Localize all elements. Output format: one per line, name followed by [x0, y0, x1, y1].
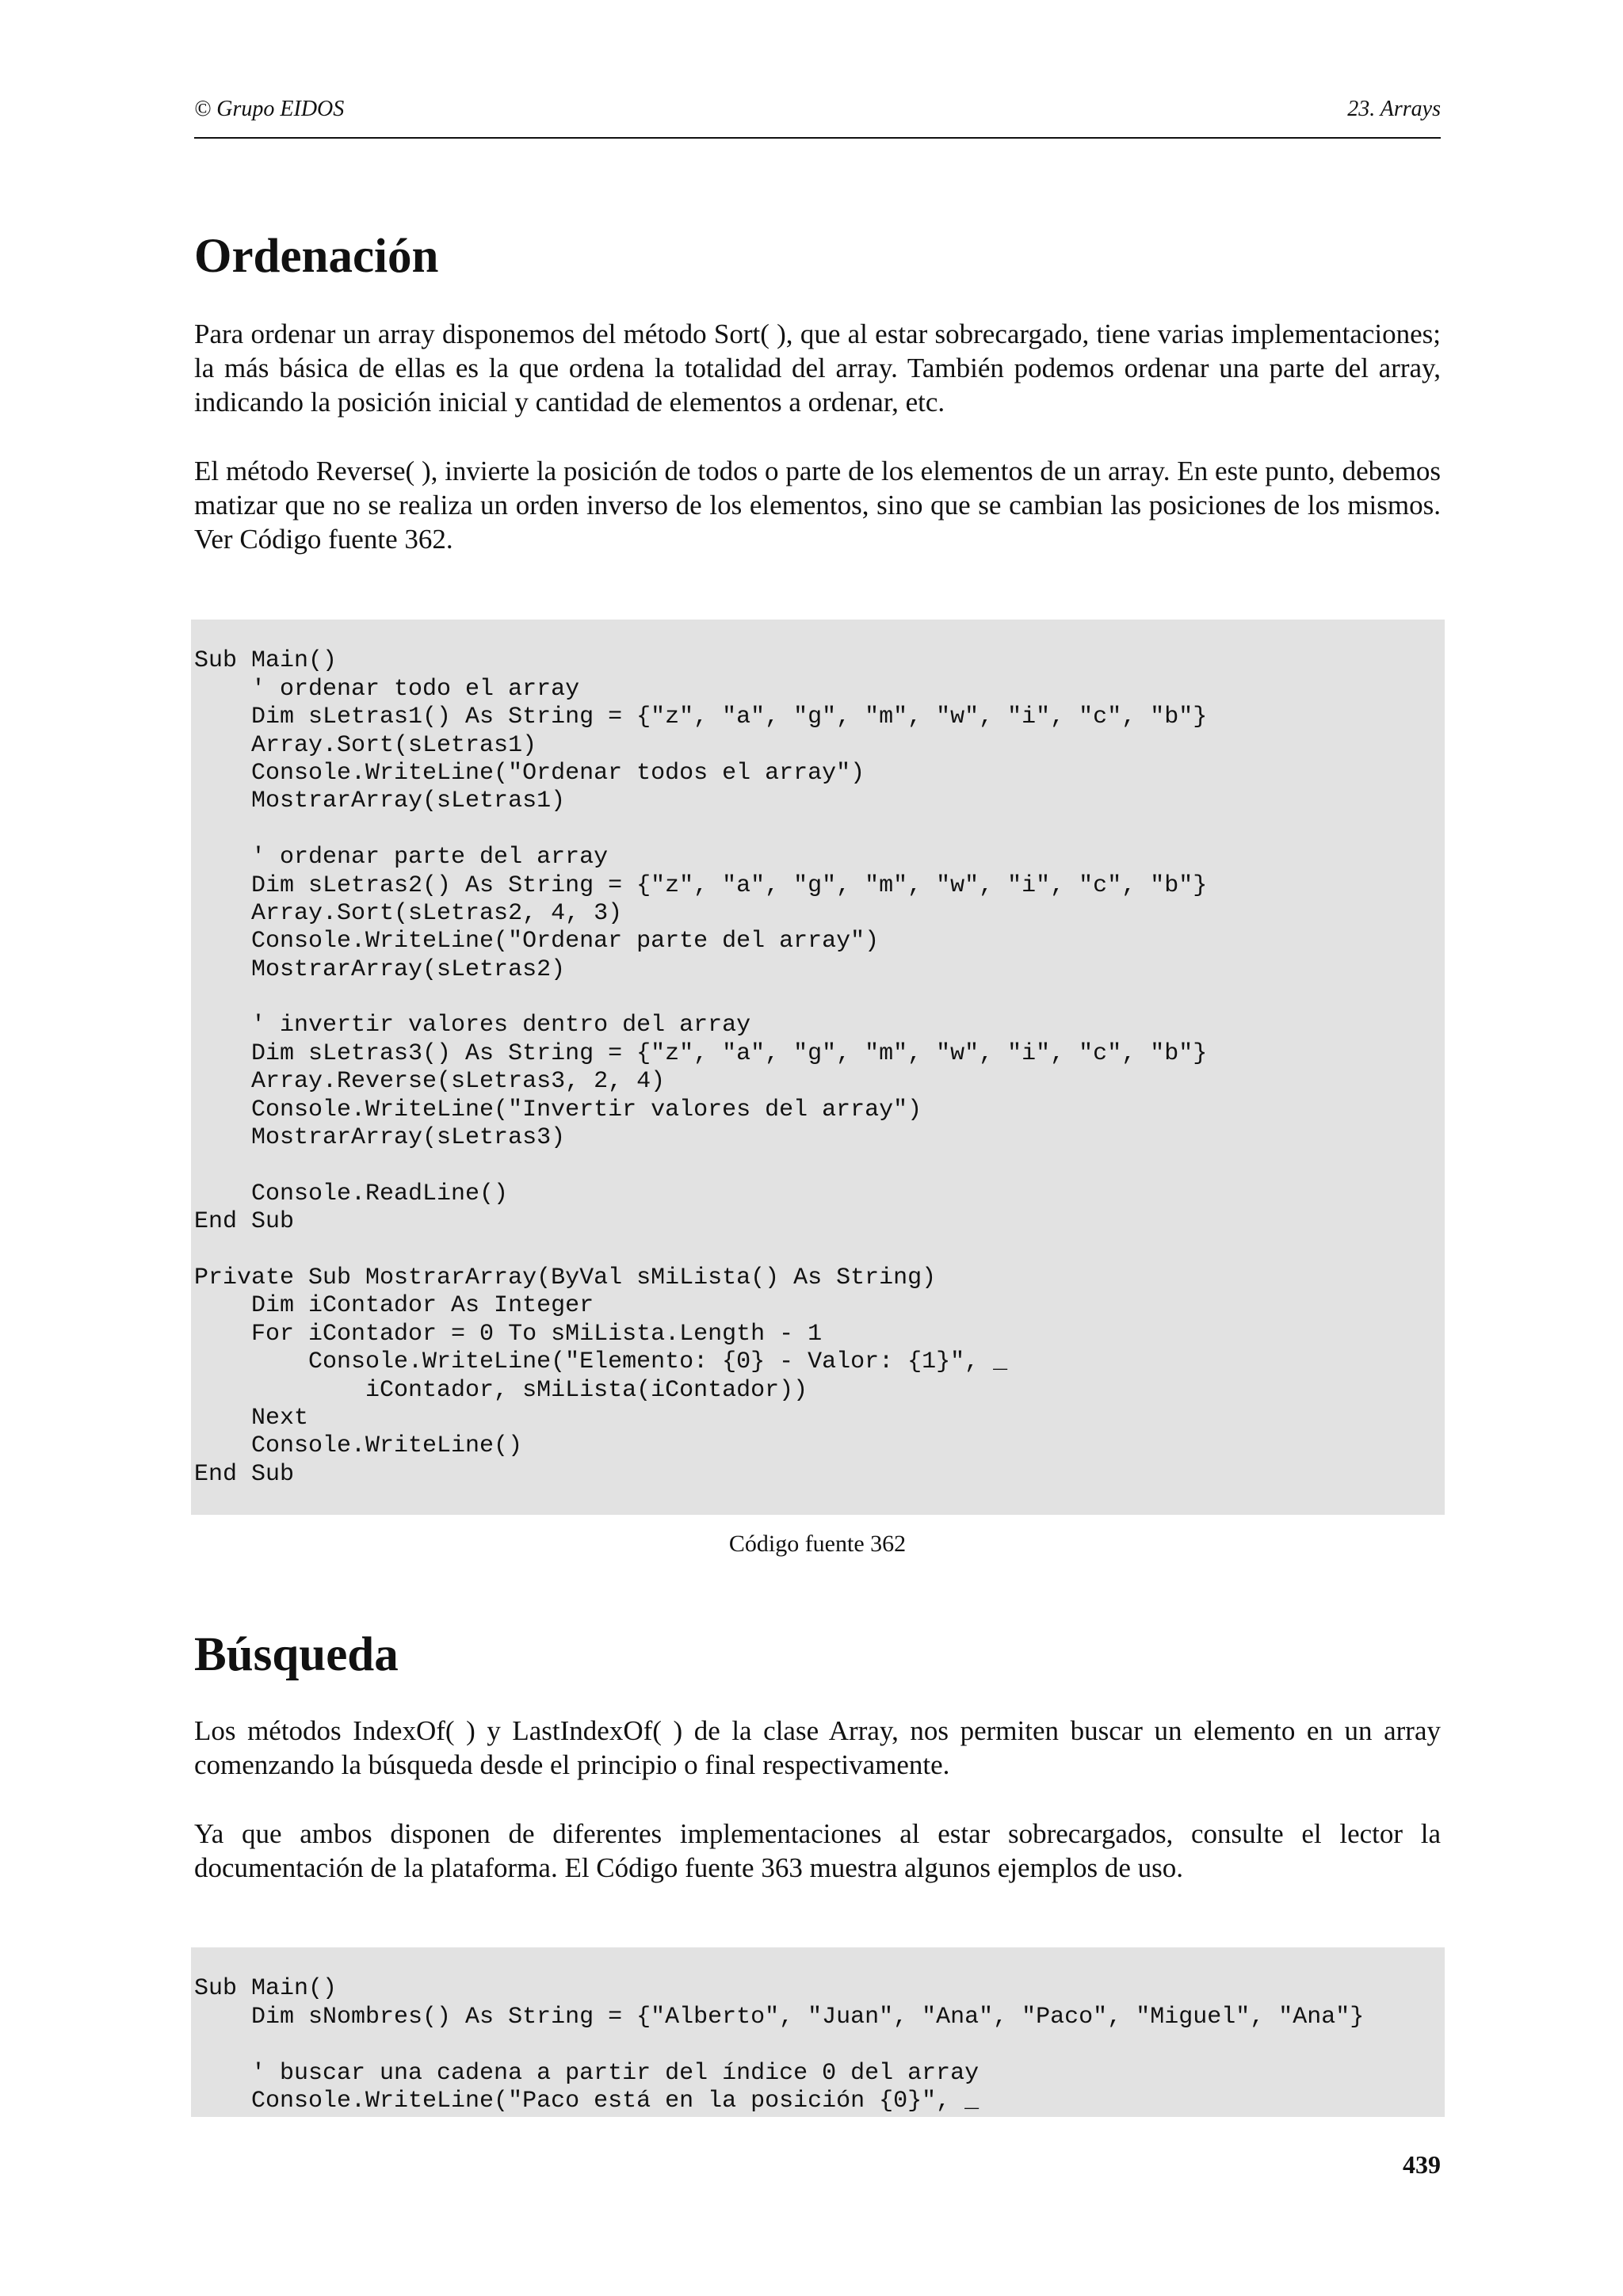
paragraph: Los métodos IndexOf( ) y LastIndexOf( ) de la clase Array, nos permiten buscar un elemento en un array comenzando la búsqueda desde el principio o final respectivamente.	[194, 1715, 1441, 1780]
code-line: ' ordenar todo el array	[194, 675, 580, 703]
code-line	[194, 1237, 1207, 1264]
code-line	[194, 620, 1207, 647]
code-line: ' ordenar parte del array	[194, 844, 609, 871]
section-title-busqueda: Búsqueda	[194, 1628, 399, 1681]
code-line	[194, 984, 1207, 1012]
code-line: iContador, sMiLista(iContador))	[194, 1376, 808, 1404]
header-rule	[194, 137, 1441, 139]
code-line: End Sub	[194, 1208, 295, 1236]
code-line: Console.WriteLine("Ordenar parte del array")	[194, 928, 880, 955]
code-line: Array.Sort(sLetras2, 4, 3)	[194, 899, 623, 927]
code-line	[194, 1152, 1207, 1180]
code-line: End Sub	[194, 1460, 295, 1488]
paragraph: Ya que ambos disponen de diferentes implementaciones al estar sobrecargados, consulte el lector la documentación de la plataforma. El Código fuente 363 muestra algunos ejemplos de uso.	[194, 1818, 1441, 1883]
code-line: Console.WriteLine("Invertir valores del array")	[194, 1096, 922, 1123]
code-line: Next	[194, 1404, 309, 1432]
code-line: Dim sNombres() As String = {"Alberto", "Juan", "Ana", "Paco", "Miguel", "Ana"}	[194, 2003, 1365, 2031]
code-line: Array.Reverse(sLetras3, 2, 4)	[194, 1068, 666, 1096]
code-line: Console.WriteLine("Ordenar todos el array")	[194, 759, 865, 787]
code-line: Sub Main()	[194, 1975, 338, 2003]
code-line: ' invertir valores dentro del array	[194, 1012, 751, 1039]
code-line: Private Sub MostrarArray(ByVal sMiLista() As String)	[194, 1264, 937, 1291]
code-line: Dim sLetras1() As String = {"z", "a", "g", "m", "w", "i", "c", "b"}	[194, 704, 1208, 731]
running-head-chapter: 23. Arrays	[1347, 97, 1441, 121]
code-line: Sub Main()	[194, 647, 338, 675]
code-lines	[194, 620, 1207, 1489]
code-line: MostrarArray(sLetras3)	[194, 1124, 566, 1152]
section-title-ordenacion: Ordenación	[194, 230, 439, 283]
paragraph: El método Reverse( ), invierte la posición de todos o parte de los elementos de un array. En este punto, debemos matizar que no se realiza un orden inverso de los elementos, sino que se cambian las posiciones de los mismos. Ver Código fuente 362.	[194, 456, 1441, 555]
code-lines	[194, 1947, 1364, 2115]
code-line: Array.Sort(sLetras1)	[194, 731, 537, 759]
code-line: Console.WriteLine("Elemento: {0} - Valor: {1}", _	[194, 1348, 1008, 1376]
code-block-362	[191, 620, 1445, 1515]
code-line	[194, 816, 1207, 844]
code-line: Console.WriteLine()	[194, 1432, 523, 1460]
code-line: MostrarArray(sLetras1)	[194, 788, 566, 815]
code-line	[194, 1947, 1364, 1975]
page-number: 439	[1403, 2150, 1441, 2179]
code-line: Dim sLetras3() As String = {"z", "a", "g", "m", "w", "i", "c", "b"}	[194, 1039, 1208, 1067]
code-line: Console.ReadLine()	[194, 1180, 509, 1207]
code-line: Dim sLetras2() As String = {"z", "a", "g", "m", "w", "i", "c", "b"}	[194, 871, 1208, 899]
code-line: MostrarArray(sLetras2)	[194, 955, 566, 983]
running-head-publisher: © Grupo EIDOS	[194, 97, 345, 121]
code-line: Dim iContador As Integer	[194, 1292, 594, 1320]
code-line: ' buscar una cadena a partir del índice 0 del array	[194, 2059, 980, 2087]
code-caption: Código fuente 362	[728, 1531, 907, 1557]
code-block-363	[191, 1947, 1445, 2117]
code-line: For iContador = 0 To sMiLista.Length - 1	[194, 1320, 823, 1348]
code-line: Console.WriteLine("Paco está en la posición {0}", _	[194, 2087, 980, 2115]
paragraph: Para ordenar un array disponemos del método Sort( ), que al estar sobrecargado, tiene varias implementaciones; la más básica de ellas es la que ordena la totalidad del array. También podemos ordenar una parte del array, indicando la posición inicial y cantidad de elementos a ordenar, etc.	[194, 318, 1441, 418]
code-line	[194, 2031, 1364, 2059]
